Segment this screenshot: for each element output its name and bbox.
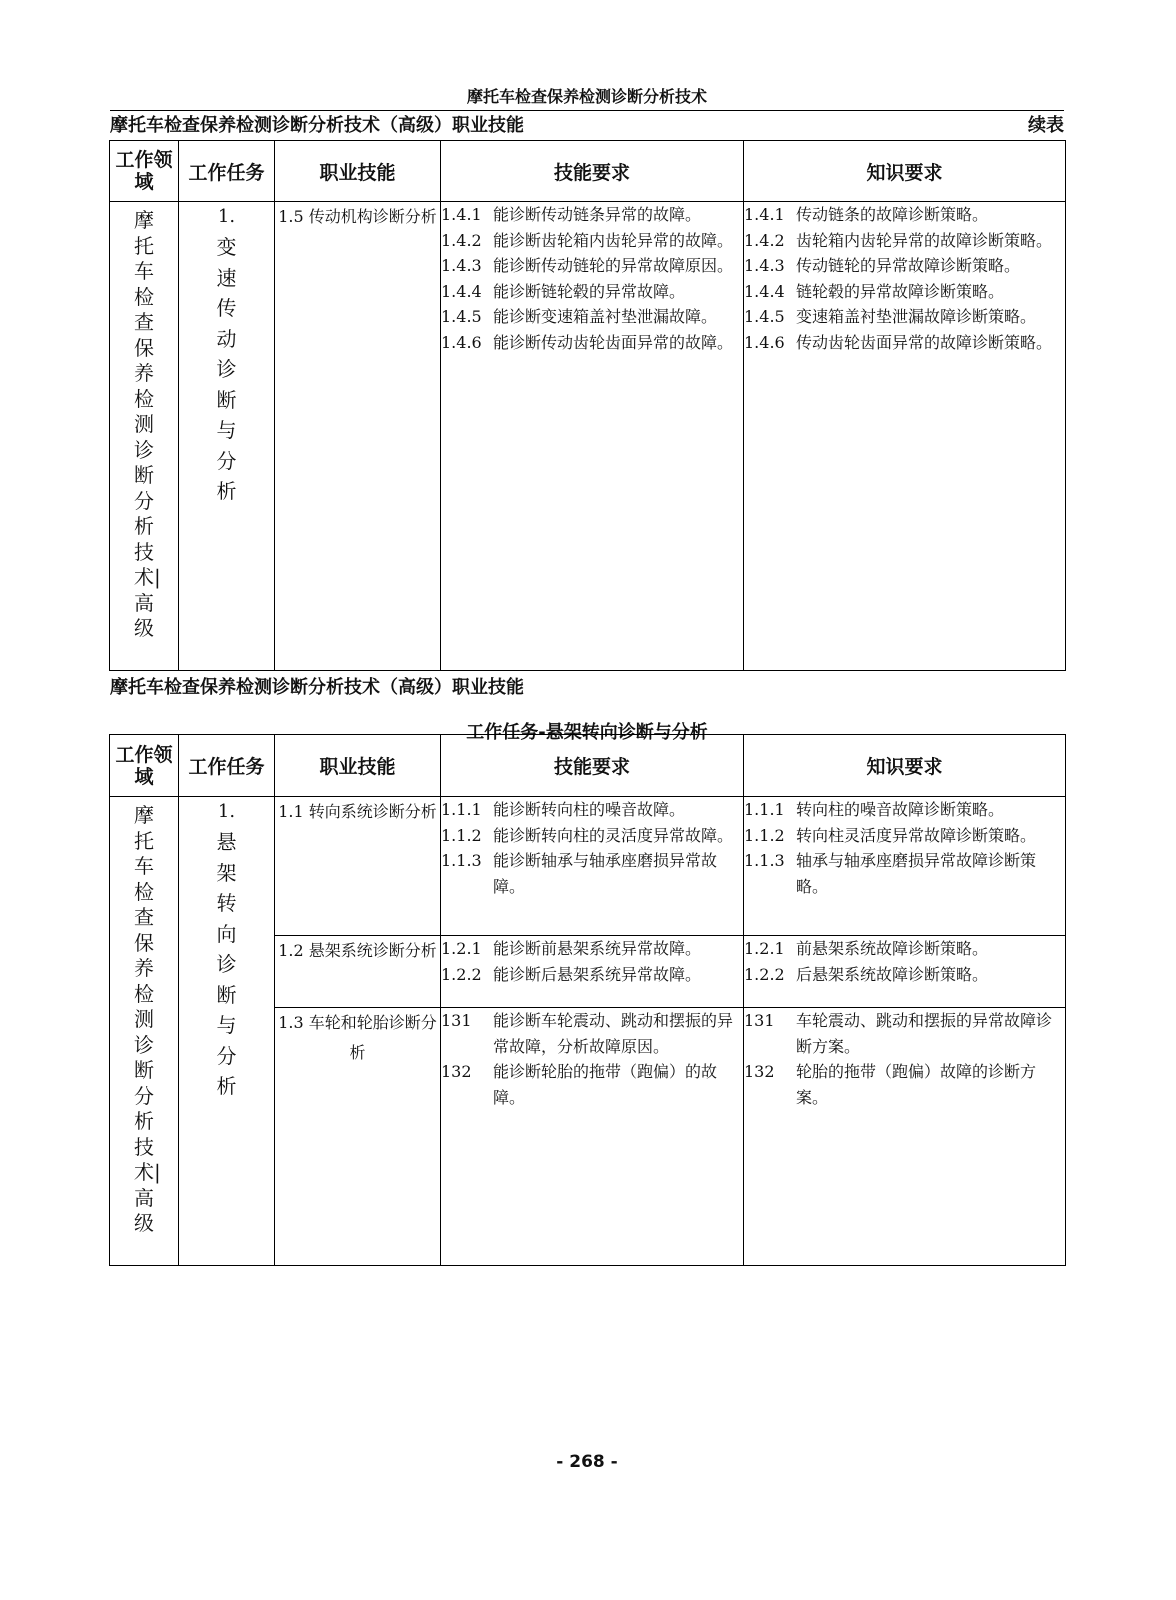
item-code: 1.2.2: [744, 964, 785, 984]
table2-subtitle: 工作任务-悬架转向诊断与分析: [466, 722, 708, 743]
running-header: 摩托车检查保养检测诊断分析技术: [466, 87, 707, 106]
page-number: - 268 -: [556, 1452, 618, 1472]
item-code: 1.4.2: [744, 230, 785, 250]
header-skill: 职业技能: [275, 735, 441, 797]
item-code: 1.4.1: [441, 205, 482, 224]
item-text: 能诊断轴承与轴承座磨损异常故障。: [493, 851, 718, 896]
table1-row: [110, 202, 1066, 671]
domain-cell: [110, 797, 179, 1266]
item-text: 能诊断链轮毂的异常故障。: [493, 281, 686, 301]
header-domain: 工作领域: [110, 735, 179, 797]
knowledge-requirements-cell: [744, 202, 1066, 671]
skill-cell: 1.5 传动机构诊断分析: [275, 202, 441, 671]
task-number: 1.: [217, 206, 236, 227]
item-code: 1.1.2: [441, 825, 482, 845]
item-code: 1.4.6: [441, 332, 482, 352]
skill-cell: 1.1 转向系统诊断分析: [275, 797, 441, 936]
skill-item: [441, 279, 743, 305]
skill-item: [441, 304, 743, 330]
item-code: 1.4.5: [441, 307, 482, 326]
item-text: 转向柱灵活度异常故障诊断策略。: [796, 825, 1037, 845]
item-text: 能诊断转向柱的灵活度异常故障。: [493, 825, 734, 845]
header-knowledge-req: 知识要求: [744, 141, 1066, 202]
skill-requirements-cell: [441, 1008, 744, 1266]
item-text: 轮胎的拖带（跑偏）故障的诊断方案。: [796, 1062, 1037, 1107]
skill-item: [441, 202, 743, 228]
table1-header-row: [110, 141, 1066, 202]
knowledge-requirements-cell: [744, 1008, 1066, 1266]
item-text: 能诊断车轮震动、跳动和摆振的异常故障，分析故障原因。: [493, 1011, 734, 1056]
item-text: 传动链条的故障诊断策略。: [796, 205, 989, 224]
item-text: 变速箱盖衬垫泄漏故障诊断策略。: [796, 307, 1037, 326]
skill-item: [441, 1059, 743, 1110]
knowledge-item: [744, 962, 1065, 988]
item-text: 车轮震动、跳动和摆振的异常故障诊断方案。: [796, 1011, 1053, 1056]
item-code: 1.4.3: [441, 256, 482, 275]
item-text: 传动齿轮齿面异常的故障诊断策略。: [796, 332, 1053, 352]
table2-caption: 摩托车检查保养检测诊断分析技术（高级）职业技能: [110, 677, 524, 698]
item-code: 1.1.1: [744, 800, 785, 819]
skill-item: [441, 797, 743, 823]
skill-requirements-cell: [441, 936, 744, 1008]
domain-text: 摩托车检查保养检测诊断分析技术|高级: [134, 803, 161, 1235]
knowledge-item: [744, 279, 1065, 305]
item-code: 1.4.1: [744, 205, 785, 224]
knowledge-item: [744, 304, 1065, 330]
item-code: 1.4.4: [744, 281, 785, 301]
table1-caption: 摩托车检查保养检测诊断分析技术（高级）职业技能: [110, 115, 524, 136]
item-code: 1.1.2: [744, 825, 785, 845]
knowledge-item: [744, 797, 1065, 823]
item-code: 132: [441, 1062, 472, 1081]
domain-text: 摩托车检查保养检测诊断分析技术|高级: [134, 208, 161, 640]
item-text: 能诊断变速箱盖衬垫泄漏故障。: [493, 307, 718, 326]
item-text: 链轮毂的异常故障诊断策略。: [796, 281, 1005, 301]
table1: [109, 140, 1066, 671]
knowledge-item: [744, 936, 1065, 962]
knowledge-requirements-cell: [744, 936, 1066, 1008]
table2-row: [110, 797, 1066, 936]
task-cell: [179, 202, 275, 671]
item-text: 能诊断前悬架系统异常故障。: [493, 939, 702, 958]
item-text: 轴承与轴承座磨损异常故障诊断策略。: [796, 851, 1037, 896]
item-text: 能诊断后悬架系统异常故障。: [493, 964, 702, 984]
item-text: 能诊断传动链轮的异常故障原因。: [493, 256, 734, 275]
skill-item: [441, 823, 743, 849]
knowledge-item: [744, 253, 1065, 279]
item-code: 1.4.2: [441, 230, 482, 250]
skill-item: [441, 848, 743, 899]
task-text: 悬架转向诊断与分析: [216, 830, 237, 1098]
domain-cell: [110, 202, 179, 671]
knowledge-item: [744, 1008, 1065, 1059]
item-code: 1.2.2: [441, 964, 482, 984]
item-code: 131: [441, 1011, 472, 1030]
skill-item: [441, 330, 743, 356]
header-task: 工作任务: [179, 735, 275, 797]
skill-item: [441, 962, 743, 988]
task-number: 1.: [217, 801, 236, 822]
header-knowledge-req: 知识要求: [744, 735, 1066, 797]
knowledge-item: [744, 330, 1065, 356]
skill-item: [441, 1008, 743, 1059]
item-text: 传动链轮的异常故障诊断策略。: [796, 256, 1021, 275]
skill-requirements-cell: [441, 202, 744, 671]
knowledge-item: [744, 202, 1065, 228]
item-text: 能诊断齿轮箱内齿轮异常的故障。: [493, 230, 734, 250]
knowledge-requirements-cell: [744, 797, 1066, 936]
knowledge-item: [744, 228, 1065, 254]
item-code: 132: [744, 1062, 775, 1081]
item-code: 131: [744, 1011, 775, 1030]
header-skill-req: 技能要求: [441, 735, 744, 797]
header-task: 工作任务: [179, 141, 275, 202]
header-skill-req: 技能要求: [441, 141, 744, 202]
item-text: 前悬架系统故障诊断策略。: [796, 939, 989, 958]
item-code: 1.4.6: [744, 332, 785, 352]
table2: [109, 734, 1066, 1266]
item-text: 转向柱的噪音故障诊断策略。: [796, 800, 1005, 819]
task-text: 变速传动诊断与分析: [216, 235, 237, 503]
table2-caption-line: [110, 674, 1064, 698]
item-code: 1.2.1: [744, 939, 785, 958]
item-text: 能诊断转向柱的噪音故障。: [493, 800, 686, 819]
skill-requirements-cell: [441, 797, 744, 936]
table1-continued-label: 续表: [1028, 115, 1064, 136]
item-code: 1.4.5: [744, 307, 785, 326]
skill-item: [441, 228, 743, 254]
item-code: 1.1.3: [441, 851, 482, 870]
knowledge-item: [744, 848, 1065, 899]
item-text: 齿轮箱内齿轮异常的故障诊断策略。: [796, 230, 1053, 250]
item-code: 1.1.1: [441, 800, 482, 819]
skill-item: [441, 253, 743, 279]
item-text: 能诊断传动链条异常的故障。: [493, 205, 702, 224]
item-code: 1.4.3: [744, 256, 785, 275]
skill-item: [441, 936, 743, 962]
header-domain: 工作领域: [110, 141, 179, 202]
table1-caption-line: [110, 112, 1064, 136]
task-cell: [179, 797, 275, 1266]
header-skill: 职业技能: [275, 141, 441, 202]
skill-cell: 1.3 车轮和轮胎诊断分析: [275, 1008, 441, 1266]
knowledge-item: [744, 1059, 1065, 1110]
item-code: 1.1.3: [744, 851, 785, 870]
item-text: 后悬架系统故障诊断策略。: [796, 964, 989, 984]
item-code: 1.2.1: [441, 939, 482, 958]
knowledge-item: [744, 823, 1065, 849]
item-text: 能诊断轮胎的拖带（跑偏）的故障。: [493, 1062, 718, 1107]
item-code: 1.4.4: [441, 281, 482, 301]
item-text: 能诊断传动齿轮齿面异常的故障。: [493, 332, 734, 352]
table2-header-row: [110, 735, 1066, 797]
skill-cell: 1.2 悬架系统诊断分析: [275, 936, 441, 1008]
